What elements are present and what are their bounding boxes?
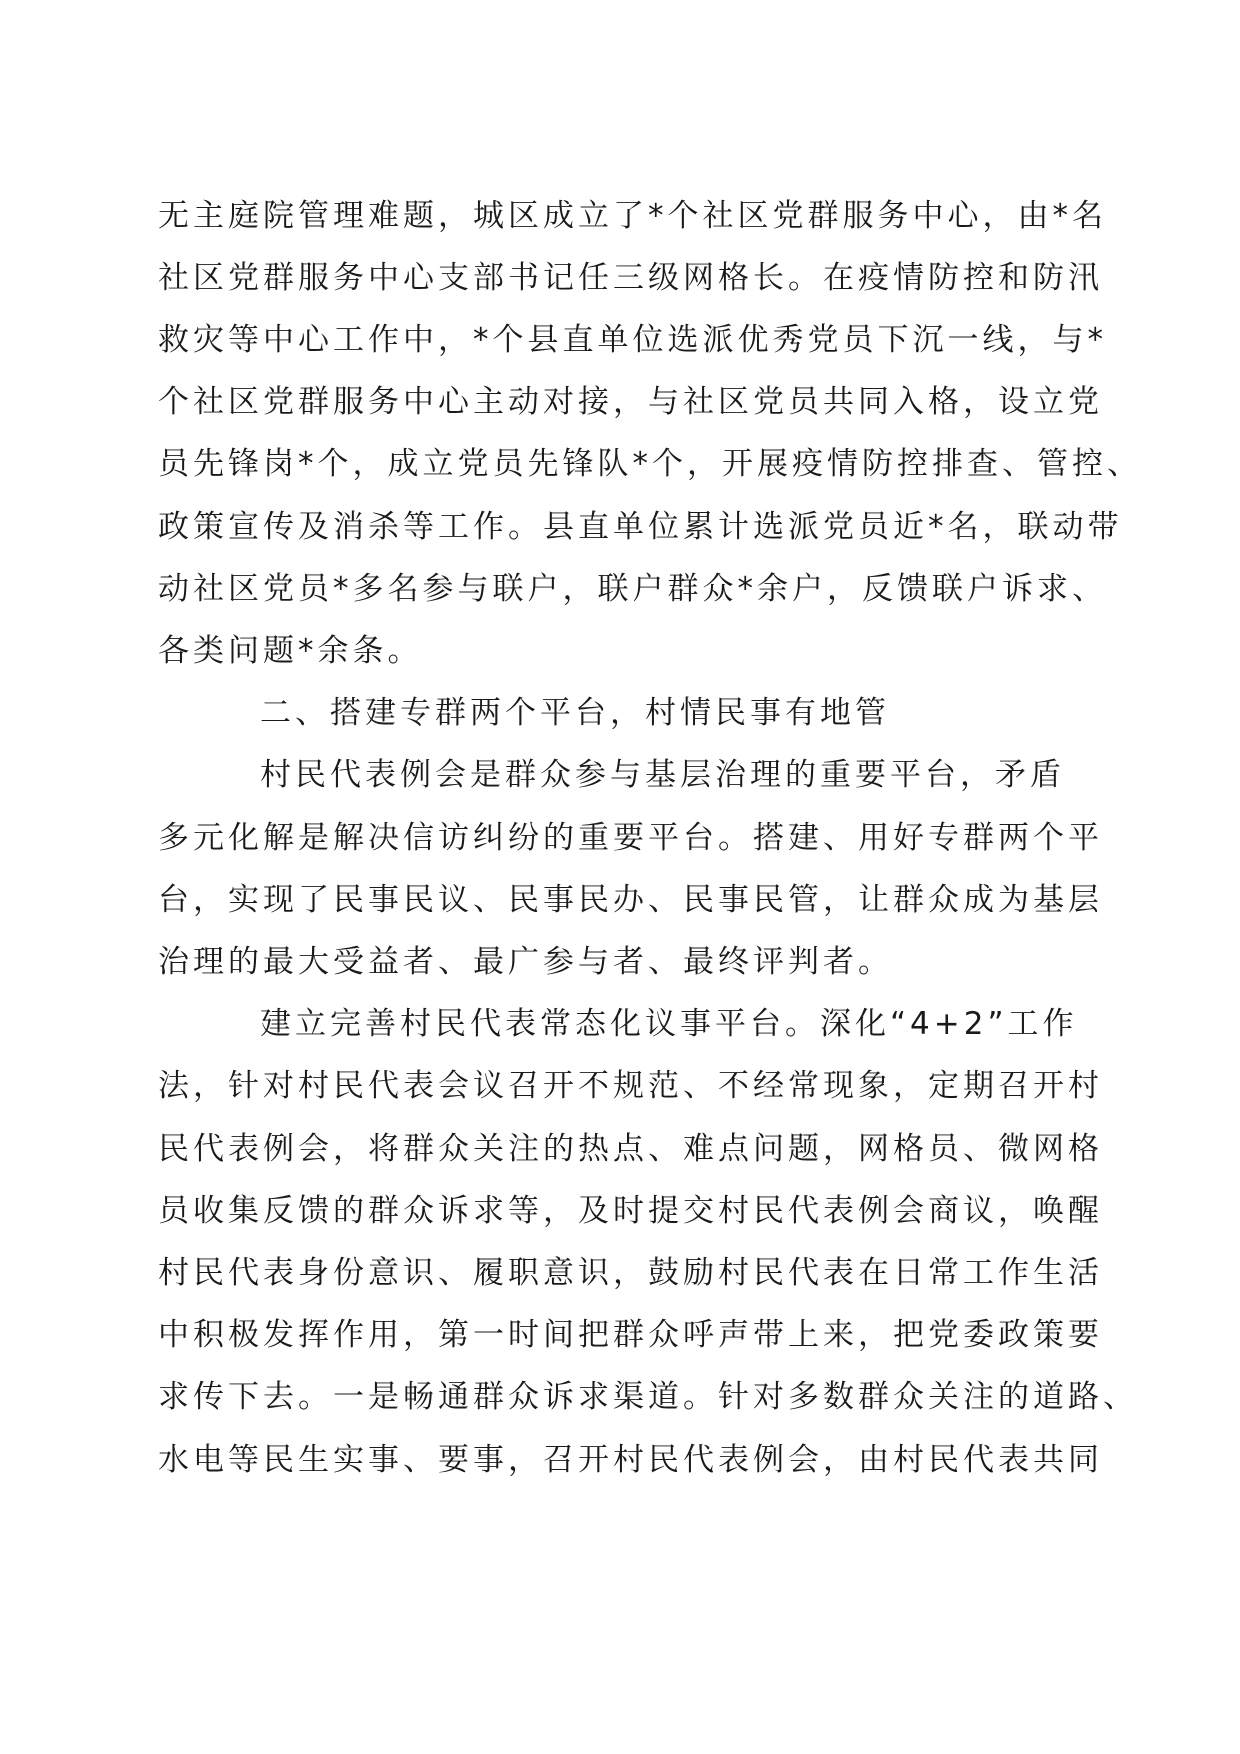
text-line: 员收集反馈的群众诉求等，及时提交村民代表例会商议，唤醒	[158, 1193, 1103, 1229]
text-line: 个社区党群服务中心主动对接，与社区党员共同入格，设立党	[158, 384, 1103, 420]
text-line: 建立完善村民代表常态化议事平台。深化“4+2”工作	[260, 1006, 1078, 1042]
text-line: 政策宣传及消杀等工作。县直单位累计选派党员近*名，联动带	[158, 509, 1123, 545]
text-line: 中积极发挥作用，第一时间把群众呼声带上来，把党委政策要	[158, 1317, 1103, 1353]
text-line: 治理的最大受益者、最广参与者、最终评判者。	[158, 944, 893, 980]
text-line: 员先锋岗*个，成立党员先锋队*个，开展疫情防控排查、管控、	[158, 446, 1142, 482]
text-line: 救灾等中心工作中，*个县直单位选派优秀党员下沉一线，与*	[158, 322, 1107, 358]
text-line: 村民代表身份意识、履职意识，鼓励村民代表在日常工作生活	[158, 1255, 1103, 1291]
text-line: 动社区党员*多名参与联户，联户群众*余户，反馈联户诉求、	[158, 571, 1107, 607]
section-heading: 二、搭建专群两个平台，村情民事有地管	[260, 695, 890, 731]
text-line: 水电等民生实事、要事，召开村民代表例会，由村民代表共同	[158, 1442, 1103, 1478]
text-line: 各类问题*余条。	[158, 633, 423, 669]
text-line: 社区党群服务中心支部书记任三级网格长。在疫情防控和防汛	[158, 260, 1103, 296]
text-line: 多元化解是解决信访纠纷的重要平台。搭建、用好专群两个平	[158, 820, 1103, 856]
text-line: 无主庭院管理难题，城区成立了*个社区党群服务中心，由*名	[158, 198, 1107, 234]
text-line: 台，实现了民事民议、民事民办、民事民管，让群众成为基层	[158, 882, 1103, 918]
text-line: 村民代表例会是群众参与基层治理的重要平台，矛盾	[260, 757, 1065, 793]
text-line: 法，针对村民代表会议召开不规范、不经常现象，定期召开村	[158, 1068, 1103, 1104]
text-line: 民代表例会，将群众关注的热点、难点问题，网格员、微网格	[158, 1131, 1103, 1167]
text-line: 求传下去。一是畅通群众诉求渠道。针对多数群众关注的道路、	[158, 1379, 1138, 1415]
